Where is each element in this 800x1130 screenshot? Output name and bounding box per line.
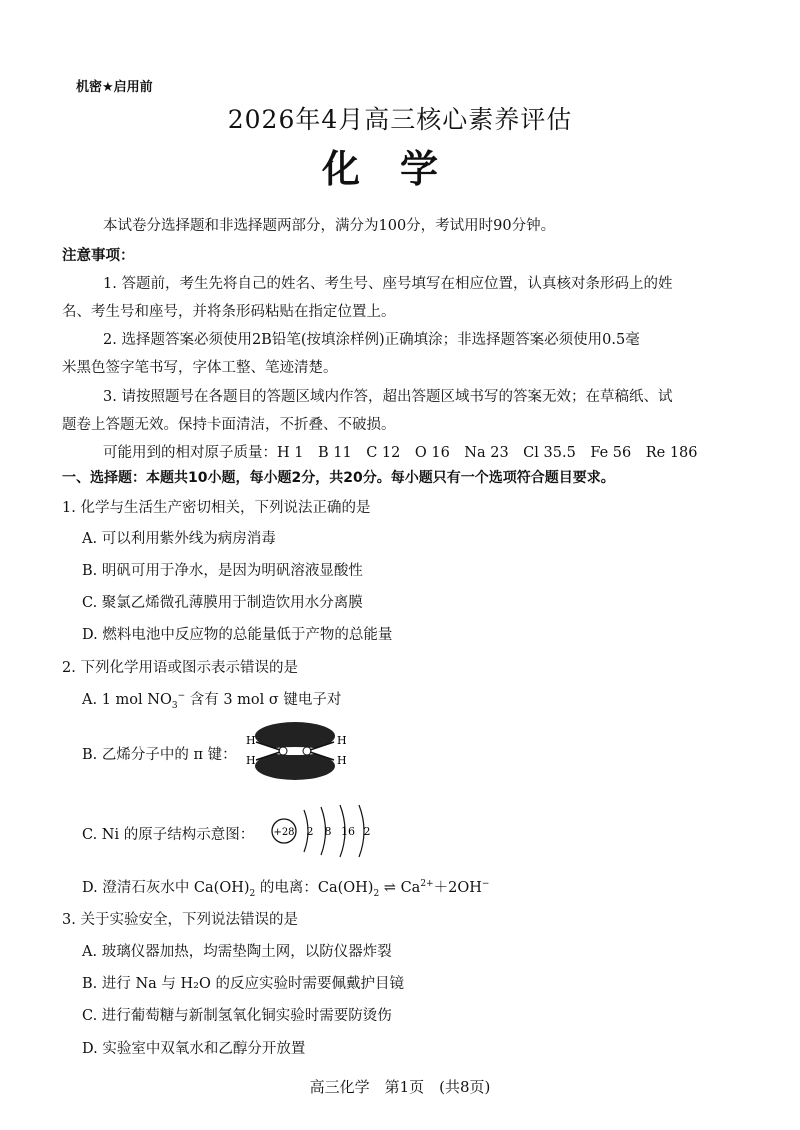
page-footer: 高三化学 第1页 (共8页) — [309, 1078, 491, 1096]
shell-4-electrons: 2 — [363, 825, 371, 838]
notice-item-1-line-2: 名、考生号和座号，并将条形码粘贴在指定位置上。 — [62, 304, 396, 320]
question-3-option-b: B. 进行 Na 与 H₂O 的反应实验时需要佩戴护目镜 — [82, 976, 404, 992]
notice-item-3-line-2: 题卷上答题无效。保持卡面清洁，不折叠、不破损。 — [62, 417, 396, 433]
notice-item-2-line-1: 2. 选择题答案必须使用2B铅笔(按填涂样例)正确填涂；非选择题答案必须使用0.5毫 — [103, 332, 640, 348]
subject-title: 化学 — [321, 147, 478, 191]
question-2-option-d: D. 澄清石灰水中 $Ca(OH)_2$ 的电离：$Ca(OH)_2$ ⇌ $Ca^{2+}+2OH^-$ — [82, 879, 490, 899]
question-2-option-c: C. Ni 的原子结构示意图： — [82, 827, 255, 843]
notice-item-2-line-2: 米黑色签字笔书写，字体工整、笔迹清楚。 — [62, 360, 338, 376]
question-1-option-d: D. 燃料电池中反应物的总能量低于产物的总能量 — [82, 627, 393, 643]
section-1-heading: 一、选择题：本题共10小题，每小题2分，共20分。每小题只有一个选项符合题目要求。 — [62, 470, 615, 486]
shell-2-electrons: 8 — [324, 825, 332, 838]
question-1-stem: 1. 化学与生活生产密切相关，下列说法正确的是 — [62, 500, 371, 516]
question-2-option-a: A. 1 mol $NO_3^-$ 含有 3 mol σ 键电子对 — [82, 691, 342, 711]
question-2-option-b: B. 乙烯分子中的 π 键： — [82, 747, 237, 763]
question-3-option-d: D. 实验室中双氧水和乙醇分开放置 — [82, 1041, 306, 1057]
confidential-label: 机密★启用前 — [76, 80, 153, 95]
exam-title: 2026年4月高三核心素养评估 — [227, 105, 573, 134]
hydrogen-label-3: H — [337, 734, 347, 747]
notice-item-3-line-1: 3. 请按照题号在各题目的答题区域内作答，超出答题区域书写的答案无效；在草稿纸、试 — [103, 389, 673, 405]
question-1-option-b: B. 明矾可用于净水，是因为明矾溶液显酸性 — [82, 563, 363, 579]
shell-3-electrons: 16 — [341, 825, 355, 838]
intro-text: 本试卷分选择题和非选择题两部分，满分为100分，考试用时90分钟。 — [103, 218, 556, 234]
hydrogen-label-4: H — [337, 754, 347, 767]
question-1-option-a: A. 可以利用紫外线为病房消毒 — [82, 531, 276, 547]
shell-1-electrons: 2 — [306, 825, 314, 838]
question-3-option-a: A. 玻璃仪器加热，均需垫陶土网，以防仪器炸裂 — [82, 944, 392, 960]
question-2-stem: 2. 下列化学用语或图示表示错误的是 — [62, 660, 298, 676]
nickel-atomic-structure-diagram — [268, 802, 378, 860]
question-1-option-c: C. 聚氯乙烯微孔薄膜用于制造饮用水分离膜 — [82, 595, 363, 611]
atomic-masses: 可能用到的相对原子质量：H 1 B 11 C 12 O 16 Na 23 Cl 35.5 Fe 56 Re 186 — [103, 445, 698, 461]
notice-item-1-line-1: 1. 答题前，考生先将自己的姓名、考生号、座号填写在相应位置，认真核对条形码上的姓 — [103, 276, 673, 292]
hydrogen-label-2: H — [246, 754, 256, 767]
nucleus-charge: +28 — [273, 827, 295, 838]
question-3-stem: 3. 关于实验安全，下列说法错误的是 — [62, 912, 298, 928]
hydrogen-label-1: H — [246, 734, 256, 747]
question-3-option-c: C. 进行葡萄糖与新制氢氧化铜实验时需要防烫伤 — [82, 1008, 392, 1024]
notice-heading: 注意事项： — [62, 248, 135, 264]
ethylene-pi-bond-diagram — [240, 720, 350, 782]
